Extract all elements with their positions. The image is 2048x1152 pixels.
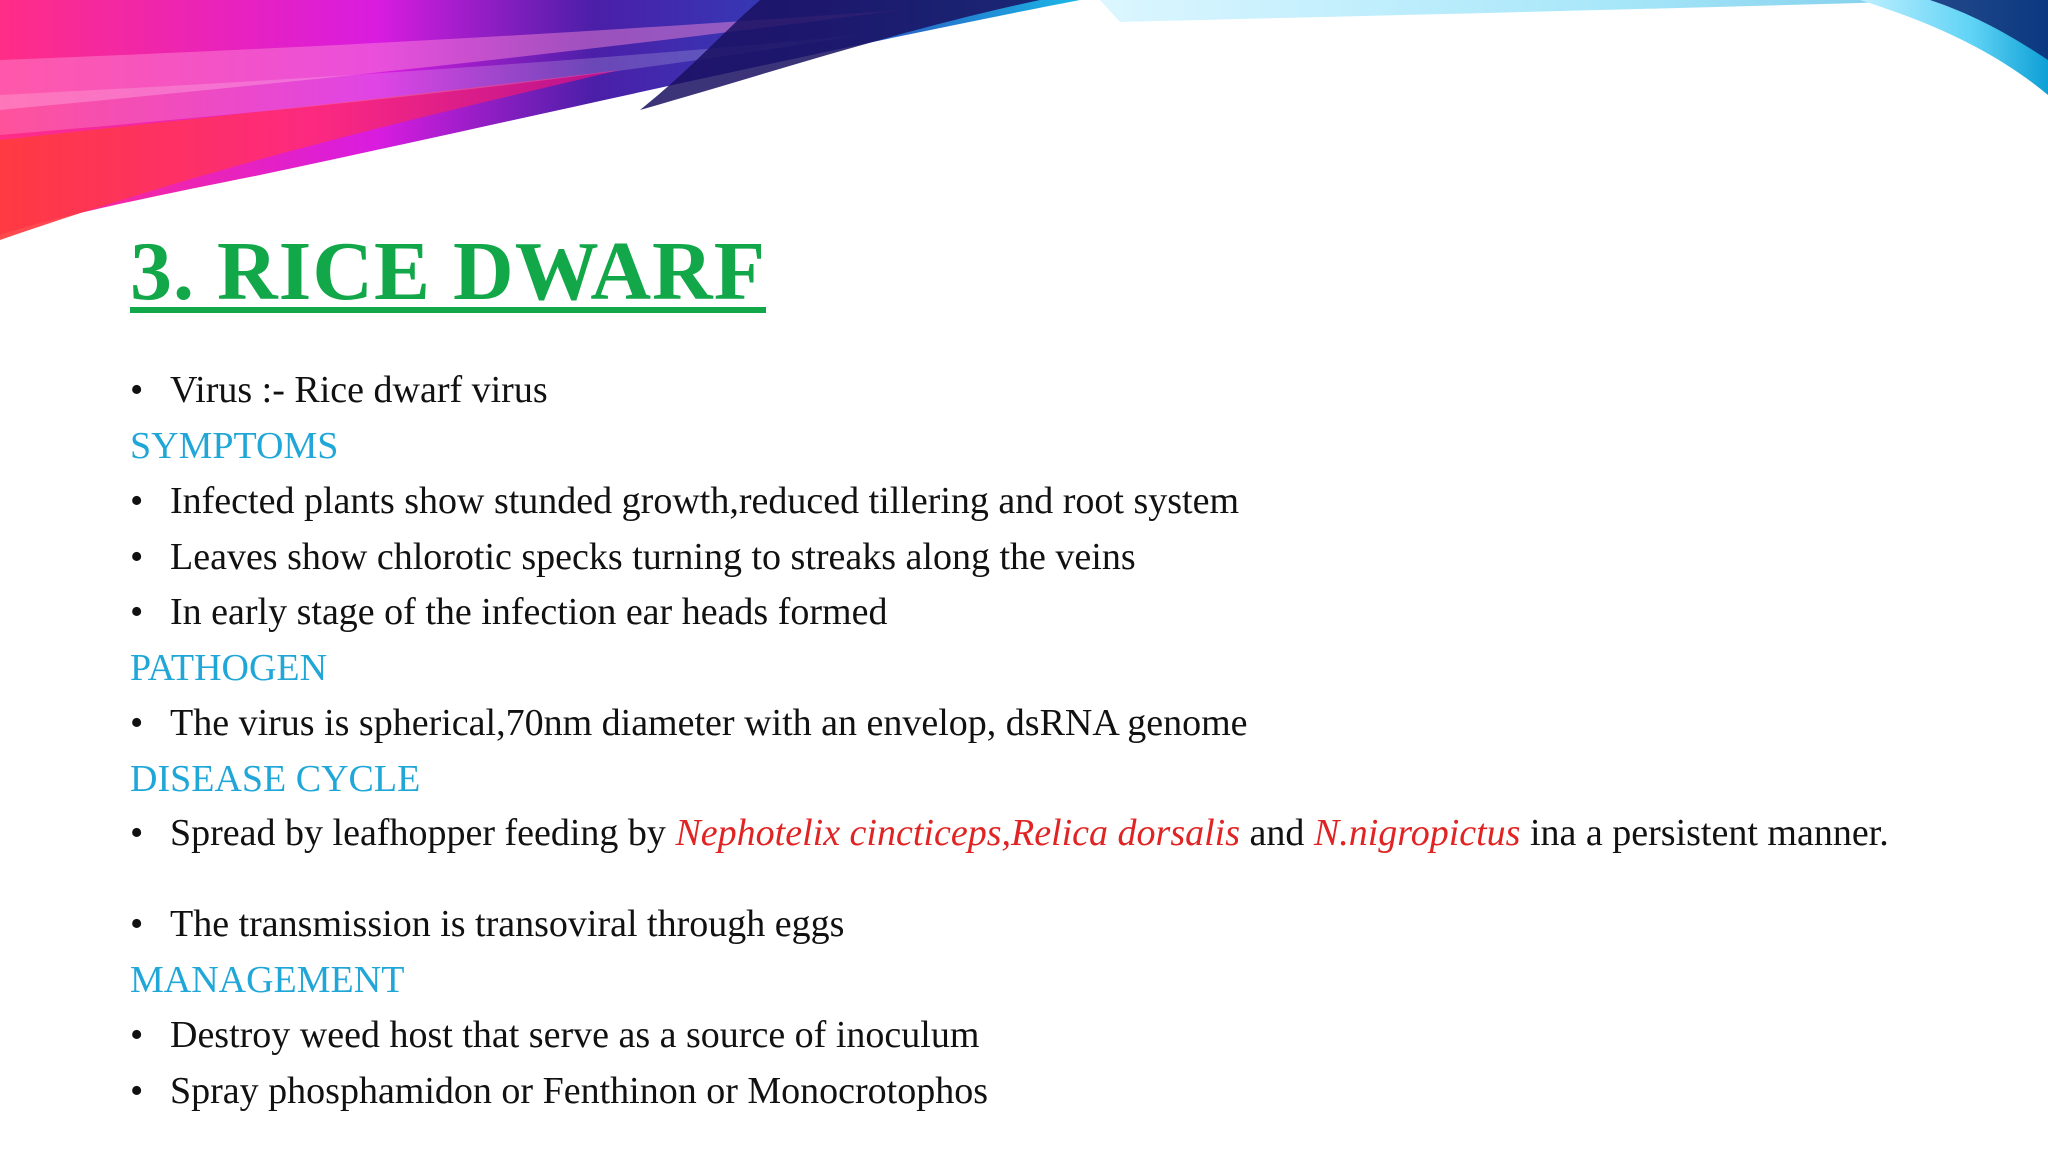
bullet-symptom-1: [130, 473, 1930, 529]
bullet-management-2: [130, 1063, 1930, 1119]
management-text: Destroy weed host that serve as a source of inoculum: [170, 1014, 980, 1056]
spread-prefix: Spread by leafhopper feeding by: [170, 812, 676, 854]
spread-suffix: ina a persistent manner.: [1520, 812, 1889, 854]
bullet-virus: [130, 362, 1930, 418]
symptom-text: Infected plants show stunded growth,reduced tillering and root system: [170, 480, 1240, 522]
heading-management: MANAGEMENT: [130, 958, 405, 1001]
virus-text: Virus :- Rice dwarf virus: [170, 369, 548, 411]
heading-symptoms: SYMPTOMS: [130, 424, 339, 467]
decorative-swoosh-banner: [0, 0, 2048, 260]
bullet-dot: •: [130, 369, 144, 411]
vector-species-2: N.nigropictus: [1313, 812, 1521, 854]
bullet-symptom-3: [130, 584, 1930, 640]
heading-disease-cycle: DISEASE CYCLE: [130, 757, 421, 800]
bullet-management-1: [130, 1007, 1930, 1063]
slide-content: [130, 362, 1930, 1118]
spread-middle: and: [1240, 812, 1314, 854]
bullet-dot: •: [130, 1069, 144, 1112]
symptom-text: In early stage of the infection ear heads formed: [170, 591, 888, 633]
bullet-dot: •: [130, 535, 144, 578]
bullet-transmission: [130, 896, 1930, 952]
bullet-pathogen-1: [130, 695, 1930, 751]
symptom-text: Leaves show chlorotic specks turning to streaks along the veins: [170, 535, 1136, 578]
pathogen-text: The virus is spherical,70nm diameter with an envelop, dsRNA genome: [170, 702, 1248, 744]
slide-title: 3. RICE DWARF: [130, 225, 767, 318]
bullet-symptom-2: [130, 529, 1930, 585]
bullet-dot: •: [130, 812, 144, 854]
bullet-dot: •: [130, 1014, 144, 1056]
bullet-dot: •: [130, 702, 144, 744]
heading-pathogen: PATHOGEN: [130, 646, 328, 689]
bullet-spread: [130, 806, 1930, 896]
transmission-text: The transmission is transoviral through eggs: [170, 903, 845, 945]
management-text: Spray phosphamidon or Fenthinon or Monocrotophos: [170, 1069, 989, 1112]
bullet-dot: •: [130, 591, 144, 633]
vector-species-1: Nephotelix cincticeps,Relica dorsalis: [675, 812, 1241, 854]
bullet-dot: •: [130, 903, 144, 945]
bullet-dot: •: [130, 480, 144, 522]
